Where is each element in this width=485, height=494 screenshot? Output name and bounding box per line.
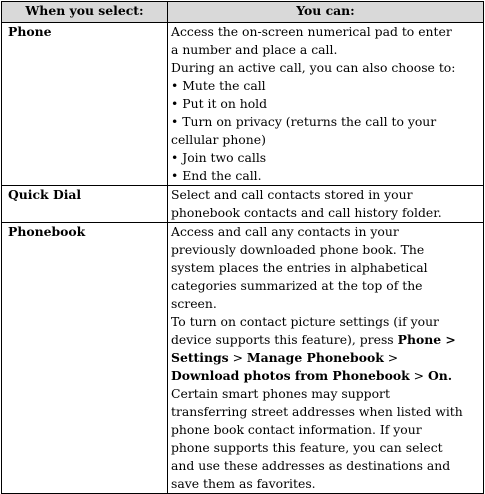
text-line: To turn on contact picture settings (if your (171, 314, 439, 329)
row-content-phone (168, 23, 484, 186)
text-line: Access and call any contacts in your (171, 224, 399, 239)
list-item: • Turn on privacy (returns the call to your (171, 114, 437, 129)
text-line: cellular phone) (171, 132, 266, 147)
table-row-phone (2, 23, 484, 186)
row-label-phone: Phone (2, 23, 168, 186)
row-label-quick-dial: Quick Dial (2, 186, 168, 223)
list-item: • Put it on hold (171, 96, 268, 111)
row-label-phonebook: Phonebook (2, 223, 168, 494)
menu-path-download-photos: Download photos from Phonebook (171, 368, 410, 383)
text-line: Access the on-screen numerical pad to enter (171, 24, 452, 39)
text-line: During an active call, you can also choose to: (171, 60, 456, 75)
list-item: • Join two calls (171, 150, 267, 165)
text-line: phonebook contacts and call history folder. (171, 205, 442, 220)
text-line: system places the entries in alphabetical (171, 260, 428, 275)
row-content-phonebook (168, 223, 484, 494)
menu-path-manage-phonebook: Manage Phonebook (246, 350, 384, 365)
text-segment: device supports this feature), press (171, 332, 394, 347)
table-row-phonebook (2, 223, 484, 494)
menu-path-phone: Phone > (397, 332, 456, 347)
text-line: a number and place a call. (171, 42, 338, 57)
text-line: categories summarized at the top of the (171, 278, 423, 293)
menu-path-on: On. (427, 368, 453, 383)
table-header-row (2, 2, 484, 23)
column-header-you-can: You can: (168, 2, 484, 23)
list-item: • End the call. (171, 168, 262, 183)
column-header-when-you-select: When you select: (2, 2, 168, 23)
path-separator: > (383, 350, 399, 365)
text-line: transferring street addresses when listed with (171, 404, 463, 419)
path-separator: > (409, 368, 428, 383)
text-line: save them as favorites. (171, 476, 316, 491)
text-line: Select and call contacts stored in your (171, 187, 413, 202)
text-line: phone book contact information. If your (171, 422, 422, 437)
text-line: and use these addresses as destinations and (171, 458, 451, 473)
menu-path-settings: Settings (171, 350, 229, 365)
text-line: Certain smart phones may support (171, 386, 390, 401)
row-content-quick-dial (168, 186, 484, 223)
table-row-quick-dial (2, 186, 484, 223)
text-line-with-path (171, 331, 480, 349)
text-line: screen. (171, 296, 217, 311)
list-item: • Mute the call (171, 78, 266, 93)
text-line-with-path (171, 367, 480, 385)
path-separator: > (228, 350, 247, 365)
feature-table (1, 1, 484, 494)
text-line: phone supports this feature, you can select (171, 440, 443, 455)
text-line: previously downloaded phone book. The (171, 242, 425, 257)
text-line-with-path (171, 349, 480, 367)
